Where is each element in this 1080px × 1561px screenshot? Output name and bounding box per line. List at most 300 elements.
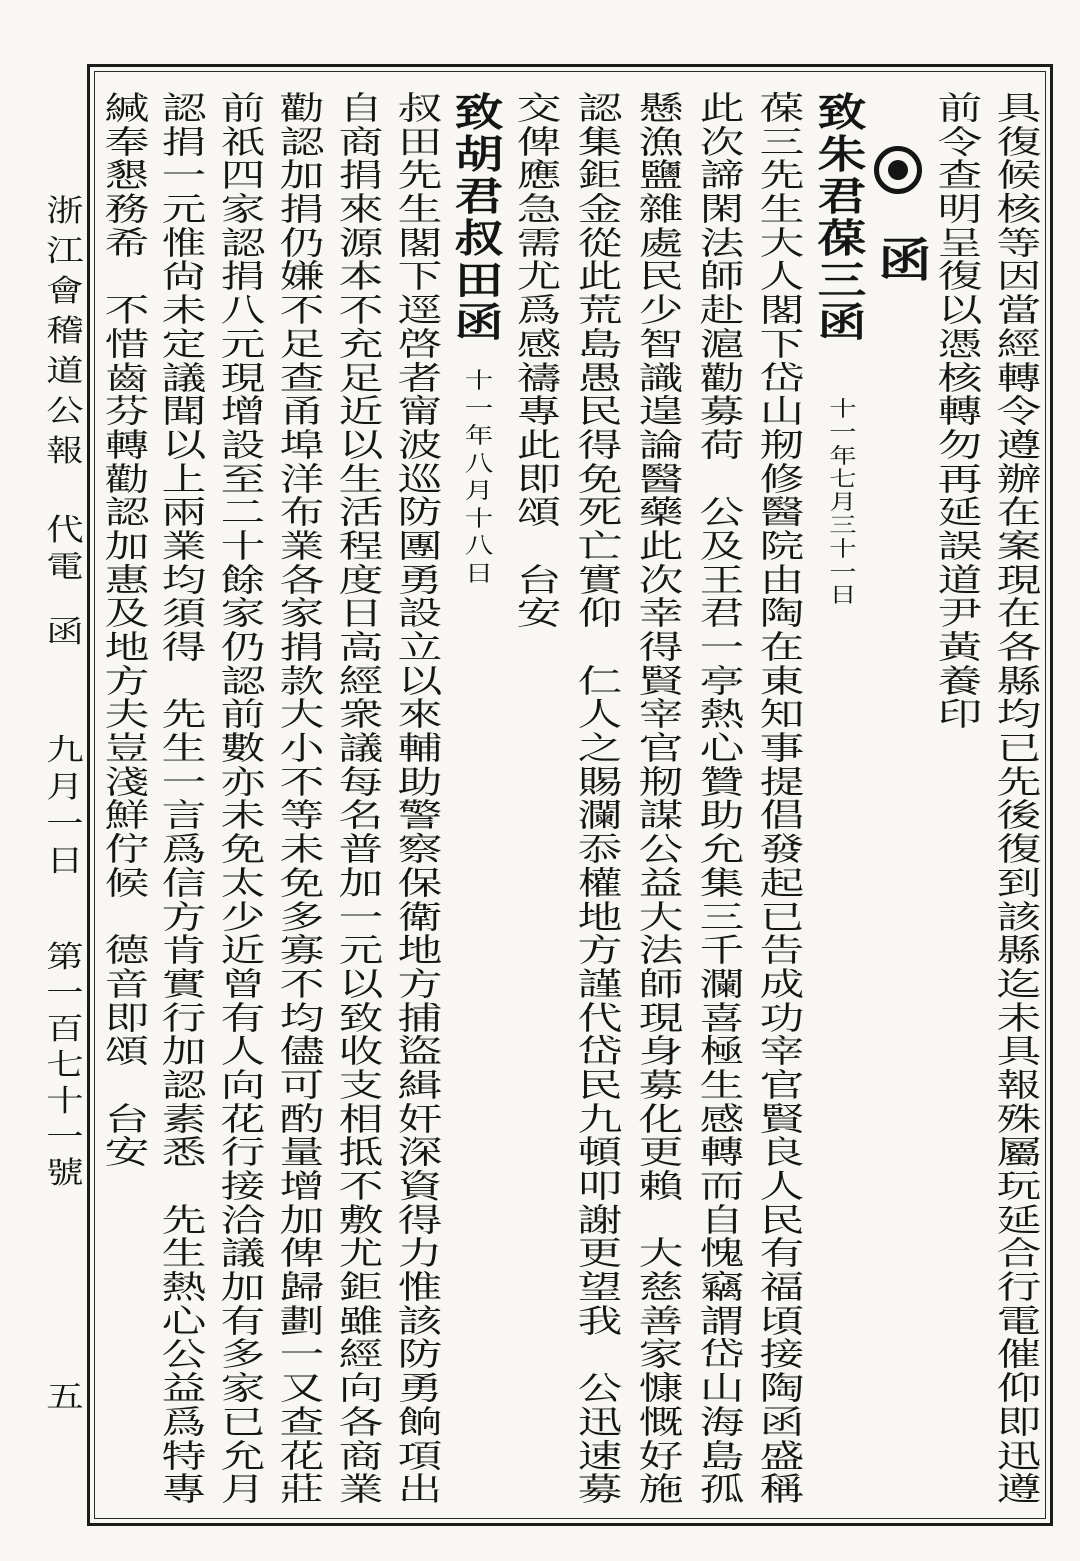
text-character: 在 — [759, 628, 805, 666]
text-character: 餘 — [220, 560, 266, 599]
text-character: 近 — [220, 931, 266, 970]
text-character: 前 — [220, 89, 266, 127]
text-character: 剏 — [759, 425, 805, 464]
text-character: 一 — [161, 762, 207, 801]
text-character: 前 — [220, 695, 266, 734]
text-character: 嫌 — [279, 257, 325, 296]
text-character: 不 — [279, 762, 325, 801]
text-character: 不 — [104, 291, 150, 330]
text-character: 王 — [699, 560, 745, 599]
text-character: 各 — [338, 1402, 384, 1441]
text-character: 程 — [338, 526, 384, 565]
text-character: 明 — [937, 190, 983, 229]
text-character: 提 — [759, 762, 805, 801]
text-character: 閣 — [397, 223, 443, 262]
text-character: 輔 — [397, 729, 443, 768]
text-character: 具 — [996, 89, 1042, 127]
text-character: 宰 — [638, 695, 684, 734]
text-character: 業 — [161, 526, 207, 565]
text-character: 先 — [996, 762, 1042, 801]
text-character: 法 — [699, 223, 745, 262]
margin-publication-title — [46, 192, 84, 472]
text-character: 益 — [161, 1369, 207, 1408]
text-character: 海 — [699, 1402, 745, 1441]
text-character: 儘 — [279, 1032, 325, 1071]
margin-date — [46, 732, 84, 880]
text-character: 玩 — [996, 1167, 1042, 1205]
text-character: 波 — [397, 425, 443, 464]
text-character: 慨 — [638, 1402, 684, 1441]
text-character: 一 — [161, 156, 207, 195]
text-character: 行 — [996, 1268, 1042, 1307]
text-character: 多 — [279, 897, 325, 936]
text-character: 岱 — [759, 358, 805, 397]
letter-body-column — [396, 89, 444, 1509]
text-character: 未 — [220, 796, 266, 835]
text-character: 日 — [46, 844, 84, 879]
text-character: 月 — [464, 479, 494, 504]
text-character: 下 — [397, 257, 443, 296]
text-character: 令 — [937, 122, 983, 161]
text-character: 五 — [46, 1380, 84, 1415]
text-character: 度 — [338, 560, 384, 599]
text-character: 酌 — [279, 1099, 325, 1138]
text-character: 憑 — [937, 324, 983, 363]
text-character: 均 — [996, 695, 1042, 734]
text-character: 實 — [577, 560, 623, 599]
text-character: 陶 — [759, 1369, 805, 1408]
text-character: 查 — [937, 156, 983, 195]
text-character: 延 — [937, 493, 983, 532]
text-character: 雖 — [338, 1301, 384, 1340]
text-character: 捐 — [279, 628, 325, 666]
text-character: 花 — [279, 1436, 325, 1475]
text-character: 先 — [161, 1200, 207, 1239]
text-character: 該 — [397, 1301, 443, 1340]
text-character: 仍 — [279, 223, 325, 262]
text-character: 自 — [699, 1200, 745, 1239]
text-character: 及 — [699, 526, 745, 565]
text-character: 允 — [220, 1436, 266, 1475]
text-character: 即 — [516, 459, 562, 498]
text-character: 熱 — [699, 695, 745, 734]
text-character: 未 — [279, 830, 325, 869]
text-character: 浙 — [46, 194, 84, 229]
text-character: 致 — [338, 998, 384, 1037]
text-character: 三 — [817, 258, 867, 304]
text-character: 公 — [577, 1369, 623, 1408]
text-character: 逕 — [397, 291, 443, 330]
text-character: 次 — [699, 122, 745, 161]
text-character: 忝 — [577, 830, 623, 869]
text-character: 家 — [220, 1369, 266, 1408]
text-character: 仁 — [577, 661, 623, 700]
text-character: 加 — [161, 1032, 207, 1071]
text-character: 信 — [161, 863, 207, 902]
text-character: 交 — [516, 89, 562, 127]
text-character: 極 — [699, 1032, 745, 1071]
text-character: 集 — [699, 863, 745, 902]
text-character: 合 — [996, 1234, 1042, 1273]
text-character: 師 — [699, 257, 745, 296]
text-character: 商 — [338, 122, 384, 161]
text-character: 需 — [516, 223, 562, 262]
text-character: 函 — [759, 1402, 805, 1441]
text-character: 少 — [220, 897, 266, 936]
letter-body-column — [103, 89, 151, 1172]
text-character: 民 — [638, 257, 684, 296]
text-character: 七 — [829, 466, 857, 491]
text-character: 埠 — [279, 425, 325, 464]
text-character: 函 — [454, 300, 504, 346]
text-character — [160, 665, 208, 699]
letter-title — [454, 92, 504, 344]
text-character: 從 — [577, 223, 623, 262]
text-character: 等 — [996, 223, 1042, 262]
text-character: 智 — [638, 324, 684, 363]
text-character: 寡 — [279, 931, 325, 970]
text-character: 太 — [220, 863, 266, 902]
text-character: 自 — [338, 89, 384, 127]
text-character: 東 — [759, 661, 805, 700]
text-character: 叔 — [397, 89, 443, 127]
text-character: 亭 — [699, 661, 745, 700]
text-character: 一 — [279, 1335, 325, 1374]
text-character: 賢 — [638, 661, 684, 700]
text-character: 轉 — [104, 425, 150, 464]
text-character: 均 — [161, 560, 207, 599]
text-character: 曾 — [220, 964, 266, 1003]
text-character: 甯 — [397, 392, 443, 431]
text-character: 具 — [996, 1032, 1042, 1071]
text-character: 事 — [759, 729, 805, 768]
text-character: 仰 — [996, 1369, 1042, 1408]
letter-body-column — [278, 89, 326, 1509]
text-character: 團 — [397, 526, 443, 565]
text-character: 民 — [577, 1065, 623, 1104]
text-character: 殊 — [996, 1099, 1042, 1138]
text-character: 師 — [638, 964, 684, 1003]
text-character: 數 — [220, 729, 266, 768]
text-character: 號 — [46, 1156, 84, 1191]
text-character: 加 — [220, 1268, 266, 1307]
text-character: 電 — [996, 1301, 1042, 1340]
text-character: 函 — [817, 300, 867, 346]
text-character: 誤 — [937, 526, 983, 565]
text-character: 捐 — [161, 122, 207, 161]
text-character: 之 — [577, 729, 623, 768]
text-character: 遑 — [638, 392, 684, 431]
text-character: 款 — [279, 661, 325, 700]
text-character: 成 — [759, 964, 805, 1003]
text-character: 加 — [104, 526, 150, 565]
text-character: 得 — [638, 628, 684, 666]
text-character: 亦 — [220, 762, 266, 801]
text-character: 鉅 — [338, 1268, 384, 1307]
text-character: 立 — [397, 628, 443, 666]
text-character: 爲 — [516, 291, 562, 330]
text-character: 足 — [279, 324, 325, 363]
text-character: 權 — [577, 863, 623, 902]
text-character: 各 — [279, 560, 325, 599]
text-character: 道 — [46, 354, 84, 389]
text-character: 起 — [759, 863, 805, 902]
text-character: 赴 — [699, 291, 745, 330]
text-character: 奸 — [397, 1099, 443, 1138]
text-character: 出 — [397, 1470, 443, 1509]
text-character: 台 — [516, 560, 562, 599]
text-character: 電 — [46, 550, 84, 585]
text-character: 即 — [996, 1402, 1042, 1441]
margin-issue-number — [46, 940, 84, 1192]
text-character: 仰 — [577, 594, 623, 633]
text-character: 芬 — [104, 392, 150, 431]
text-character: 認 — [161, 1065, 207, 1104]
text-character: 遵 — [996, 425, 1042, 464]
text-character: 千 — [699, 931, 745, 970]
text-character: 各 — [996, 628, 1042, 666]
letter-body-column — [758, 89, 806, 1509]
text-character: 定 — [161, 324, 207, 363]
text-character: 深 — [397, 1133, 443, 1172]
text-character: 相 — [338, 1099, 384, 1138]
text-character: 接 — [220, 1167, 266, 1205]
text-character: 鮮 — [104, 796, 150, 835]
text-character: 應 — [516, 156, 562, 195]
text-character: 捐 — [220, 257, 266, 296]
text-character: 助 — [699, 796, 745, 835]
text-character: 認 — [104, 493, 150, 532]
text-character: 島 — [577, 324, 623, 363]
text-character: 不 — [279, 291, 325, 330]
text-character: 力 — [397, 1234, 443, 1273]
text-character: 叩 — [577, 1167, 623, 1205]
text-character: 高 — [338, 628, 384, 666]
text-character: 捕 — [397, 998, 443, 1037]
text-character: 防 — [397, 493, 443, 532]
text-character: 縣 — [996, 931, 1042, 970]
letter-body-column — [637, 89, 685, 1509]
text-character: 田 — [454, 258, 504, 304]
text-character: 抵 — [338, 1133, 384, 1172]
text-character: 熱 — [161, 1268, 207, 1307]
text-character: 增 — [279, 1167, 325, 1205]
text-character: 再 — [937, 459, 983, 498]
text-character: 豈 — [104, 729, 150, 768]
text-character: 免 — [279, 863, 325, 902]
text-character: 十 — [46, 1084, 84, 1119]
text-character: 感 — [699, 1099, 745, 1138]
text-character: 大 — [759, 223, 805, 262]
text-character: 在 — [996, 493, 1042, 532]
text-character: 募 — [577, 1470, 623, 1509]
text-character: 稽 — [46, 314, 84, 349]
text-character: 經 — [338, 1335, 384, 1374]
text-character: 支 — [338, 1065, 384, 1104]
text-character: 少 — [638, 291, 684, 330]
text-character: 公 — [638, 830, 684, 869]
text-character: 鉅 — [577, 156, 623, 195]
text-character: 向 — [338, 1369, 384, 1408]
text-character: 急 — [516, 190, 562, 229]
text-character: 慈 — [638, 1268, 684, 1307]
text-character: 轉 — [996, 358, 1042, 397]
text-character: 此 — [516, 425, 562, 464]
text-character: 處 — [638, 223, 684, 262]
text-character: 以 — [397, 661, 443, 700]
text-character: 仍 — [220, 628, 266, 666]
text-character: 洋 — [279, 459, 325, 498]
text-character: 身 — [638, 1032, 684, 1071]
text-character: 醫 — [759, 493, 805, 532]
text-character: 案 — [996, 526, 1042, 565]
section-heading-title — [879, 235, 932, 285]
text-character: 生 — [161, 1234, 207, 1273]
text-character: 慷 — [638, 1369, 684, 1408]
letter-date — [829, 398, 858, 608]
text-character: 更 — [638, 1133, 684, 1172]
text-character: 已 — [220, 1402, 266, 1441]
text-character: 專 — [516, 392, 562, 431]
text-character: 商 — [338, 1436, 384, 1475]
text-character: 復 — [996, 122, 1042, 161]
letter-body-column — [515, 89, 563, 633]
letter-date — [465, 368, 494, 588]
text-character: 祇 — [220, 122, 266, 161]
text-character: 多 — [220, 1335, 266, 1374]
text-character: 一 — [46, 976, 84, 1011]
text-character: 九 — [577, 1099, 623, 1138]
text-character: 良 — [759, 1133, 805, 1172]
text-character: 捐 — [338, 156, 384, 195]
text-character: 延 — [996, 1200, 1042, 1239]
text-character: 復 — [937, 257, 983, 296]
text-character: 俾 — [279, 1234, 325, 1273]
text-character: 地 — [577, 897, 623, 936]
text-character: 勇 — [397, 560, 443, 599]
text-character: 月 — [220, 1470, 266, 1509]
text-character: 山 — [759, 392, 805, 431]
text-character: 及 — [104, 594, 150, 633]
text-character: 賜 — [577, 762, 623, 801]
text-character: 此 — [577, 257, 623, 296]
text-character: 先 — [397, 156, 443, 195]
text-character: 島 — [699, 1436, 745, 1475]
text-character: 緘 — [104, 89, 150, 127]
text-character: 有 — [759, 1234, 805, 1273]
text-character: 啓 — [397, 324, 443, 363]
text-character: 八 — [464, 451, 494, 477]
text-character: 德 — [104, 931, 150, 970]
text-character: 瀾 — [699, 964, 745, 1003]
letter-body-column — [160, 89, 208, 1509]
text-character: 劃 — [279, 1301, 325, 1340]
text-character: 望 — [577, 1268, 623, 1307]
text-character: 此 — [638, 526, 684, 565]
text-character: 頌 — [104, 1032, 150, 1071]
text-character: 衛 — [397, 897, 443, 936]
bullseye-icon — [874, 146, 922, 194]
text-character: 兩 — [161, 493, 207, 532]
text-character: 專 — [161, 1470, 207, 1509]
text-character: 善 — [638, 1301, 684, 1340]
text-character: 十 — [464, 369, 494, 394]
text-character: 特 — [161, 1436, 207, 1475]
text-character: 認 — [220, 223, 266, 262]
text-character: 本 — [338, 257, 384, 296]
text-character: 衆 — [338, 695, 384, 734]
text-character: 以 — [161, 425, 207, 464]
text-character: 田 — [397, 122, 443, 161]
text-character: 惜 — [104, 324, 150, 363]
text-character: 經 — [338, 661, 384, 700]
text-character: 感 — [516, 324, 562, 363]
text-character: 認 — [279, 122, 325, 161]
text-character: 議 — [220, 1234, 266, 1273]
text-character: 知 — [759, 695, 805, 734]
text-character: 報 — [996, 1065, 1042, 1104]
text-character: 方 — [104, 661, 150, 700]
text-character: 人 — [220, 1032, 266, 1071]
text-character: 有 — [220, 1301, 266, 1340]
text-character: 速 — [577, 1436, 623, 1475]
text-character: 月 — [829, 490, 857, 515]
text-character: 民 — [759, 1200, 805, 1239]
text-character: 代 — [577, 998, 623, 1037]
text-character: 等 — [279, 796, 325, 835]
text-character: 懸 — [638, 89, 684, 127]
text-character: 次 — [638, 560, 684, 599]
text-character: 年 — [464, 424, 494, 449]
text-character: 葆 — [759, 89, 805, 127]
text-character: 方 — [397, 964, 443, 1003]
text-character: 八 — [464, 534, 494, 559]
text-character: 又 — [279, 1369, 325, 1408]
text-character: 加 — [338, 863, 384, 902]
text-character: 生 — [759, 190, 805, 229]
text-character: 敷 — [338, 1200, 384, 1239]
text-character: 得 — [577, 425, 623, 464]
text-character: 報 — [46, 434, 84, 469]
text-character: 頓 — [577, 1133, 623, 1172]
text-character: 先 — [161, 695, 207, 734]
text-character: 甬 — [279, 392, 325, 431]
text-character: 盜 — [397, 1032, 443, 1071]
text-character: 尙 — [161, 257, 207, 296]
text-character: 愧 — [699, 1234, 745, 1273]
text-character: 葆 — [817, 216, 867, 262]
text-character: 安 — [516, 594, 562, 633]
text-character: 先 — [759, 156, 805, 195]
text-character: 轉 — [699, 1133, 745, 1172]
text-character: 滬 — [699, 324, 745, 363]
text-character: 現 — [638, 998, 684, 1037]
text-character: 在 — [996, 594, 1042, 633]
text-character: 緝 — [397, 1065, 443, 1104]
text-character: 近 — [338, 392, 384, 431]
text-character: 喜 — [699, 998, 745, 1037]
text-character: 二 — [220, 493, 266, 532]
text-character: 月 — [46, 770, 84, 805]
text-character: 方 — [577, 931, 623, 970]
text-character: 稱 — [759, 1470, 805, 1509]
telegram-text-column — [995, 89, 1043, 1509]
text-character: 遵 — [996, 1470, 1042, 1509]
text-character: 生 — [397, 190, 443, 229]
text-character: 鹽 — [638, 156, 684, 195]
text-character: 議 — [161, 358, 207, 397]
text-character: 施 — [638, 1470, 684, 1509]
